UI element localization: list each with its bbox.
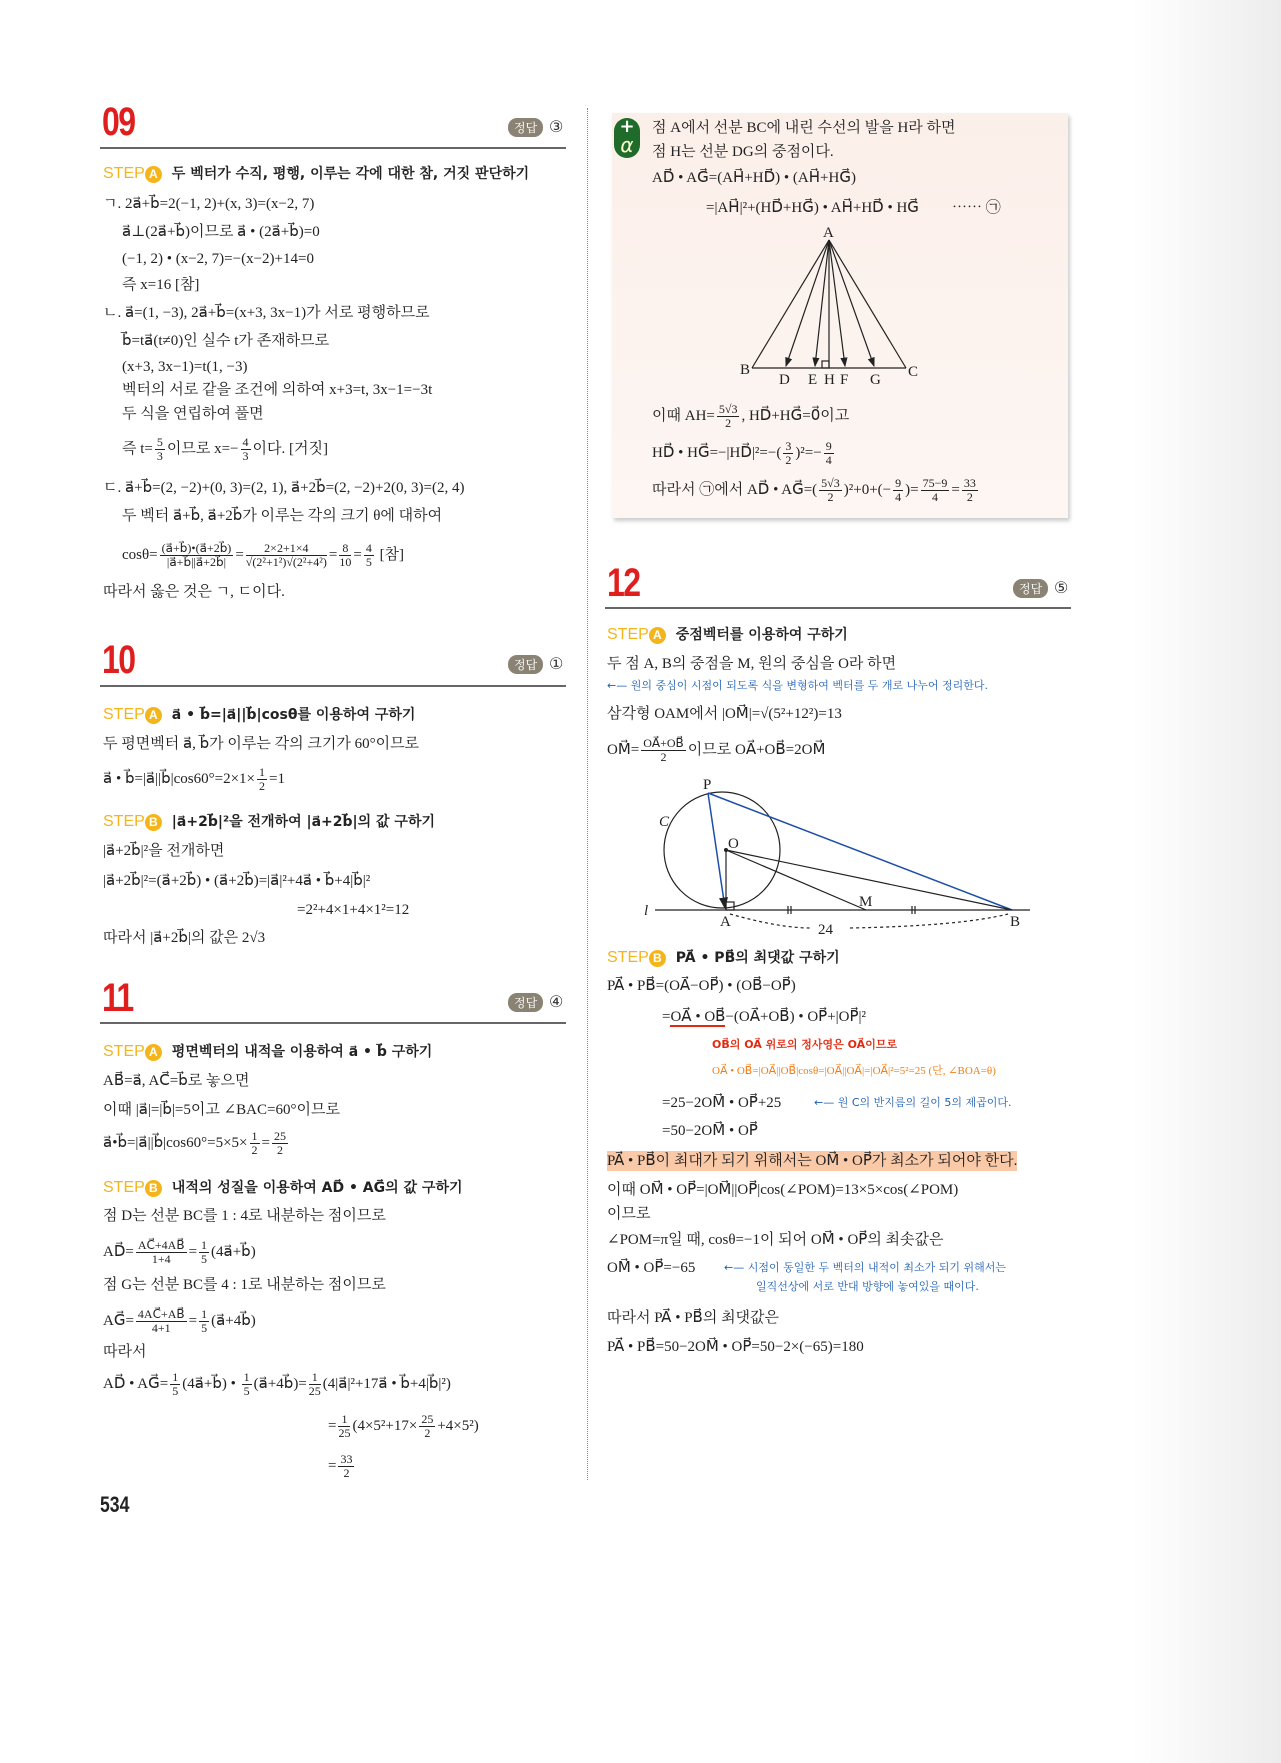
label-A: A [823,225,834,241]
answer-value: ③ [549,119,564,136]
text-line: =OA⃗ • OB⃗−(OA⃗+OB⃗) • OP⃗+|OP⃗|² [662,1009,867,1025]
cos-equation: cosθ= $\frac{(a⃗+b⃗)•(a⃗+2b⃗)}{|a⃗+b⃗||a⃗+2b⃗|}$ = $\frac{2\times 2+1\times 4}{\text{√(2²+1²)√(2²+4²)}}$ = $\frac{8}{10}$ = $\frac{4}{5}$ [참] [122,541,405,569]
step-heading: STEP B |a⃗+2b⃗|²을 전개하여 |a⃗+2b⃗|의 값 구하기 [103,813,435,830]
text-line: 따라서 [103,1344,147,1360]
text-line: (−1, 2) • (x−2, 7)=−(x−2)+14=0 [122,251,314,267]
text-line: 즉 t= $\frac{5}{3}$ 이므로 x=− $\frac{4}{3}$ 이다. [거짓] [122,435,328,463]
text-line: 점 H는 선분 DG의 중점이다. [652,144,834,160]
page-number: 534 [100,1492,130,1517]
text-line: 이때 AH= $\frac{5√3}{2}$ , HD⃗+HG⃗=0⃗이고 [652,402,850,430]
label-G: G [870,372,881,388]
note: 일직선상에 서로 반대 방향에 놓여있을 때이다. [756,1280,979,1293]
step-heading: STEP A a⃗ • b⃗=|a⃗||b⃗|cosθ를 이용하여 구하기 [103,706,416,723]
note: ←— 원의 중심이 시점이 되도록 식을 변형하여 벡터를 두 개로 나누어 정리한다. [607,679,988,692]
text-line: 이때 OM⃗ • OP⃗=|OM⃗||OP⃗|cos(∠POM)=13×5×cos(∠POM) [607,1182,959,1198]
text-line: 이때 |a⃗|=|b⃗|=5이고 ∠BAC=60°이므로 [103,1102,340,1118]
answer-badge: 정답 [1013,579,1048,598]
problem-number: 09 [102,100,135,144]
conclusion: 따라서 옳은 것은 ㄱ, ㄷ이다. [103,584,285,600]
problem-number: 11 [102,976,133,1020]
text-line: 점 G는 선분 BC를 4 : 1로 내분하는 점이므로 [103,1277,386,1293]
label-D: D [779,372,790,388]
text-line: AD⃗ • AG⃗= $\frac{1}{5}$ (4a⃗+b⃗) • $\frac{1}{5}$ (a⃗+4b⃗)= $\frac{1}{25}$ (4|a⃗|²+17a⃗ • b⃗+4|b⃗|²) [103,1370,451,1398]
text-line: (x+3, 3x−1)=t(1, −3) [122,359,248,375]
note: OB⃗의 OA⃗ 위로의 정사영은 OA⃗이므로 [712,1038,898,1051]
text-line: AD⃗= $\frac{AC⃗+4AB⃗}{1+4}$ = $\frac{1}{5}$ (4a⃗+b⃗) [103,1238,256,1266]
label-B: B [740,362,751,378]
label-O: O [728,836,739,852]
fraction: $\frac{4}{3}$ [242,435,249,463]
text-line: =2²+4×1+4×1²=12 [297,902,410,918]
label-H: H [824,372,835,388]
step-heading: STEP A 평면벡터의 내적을 이용하여 a⃗ • b⃗ 구하기 [103,1043,433,1060]
highlighted-text: PA⃗ • PB⃗이 최대가 되기 위해서는 OM⃗ • OP⃗가 최소가 되어야 한다. [607,1153,1018,1169]
text-line: a⃗⊥(2a⃗+b⃗)이므로 a⃗ • (2a⃗+b⃗)=0 [122,224,320,240]
text-line: 점 D는 선분 BC를 1 : 4로 내분하는 점이므로 [103,1208,386,1224]
problem-number: 12 [607,561,640,605]
text-line: AD⃗ • AG⃗=(AH⃗+HD⃗) • (AH⃗+HG⃗) [652,170,856,186]
step-heading: STEP B 내적의 성질을 이용하여 AD⃗ • AG⃗의 값 구하기 [103,1179,463,1196]
text-line: 따라서 |a⃗+2b⃗|의 값은 2√3 [103,930,266,946]
answer-badge: 정답 [508,993,543,1012]
note: ←— 시점이 동일한 두 벡터의 내적이 최소가 되기 위해서는 [724,1261,1006,1274]
label-E: E [808,372,818,388]
label-F: F [840,372,849,388]
answer-value: ① [549,656,564,673]
answer-value: ④ [549,994,564,1011]
text-line: OM⃗ • OP⃗=−65 [607,1260,696,1276]
step-heading: STEP A 중점벡터를 이용하여 구하기 [607,626,848,643]
text-line: 두 식을 연립하여 풀면 [122,406,264,422]
label-A: A [720,914,731,930]
answer-badge: 정답 [508,655,543,674]
text-line: AB⃗=a⃗, AC⃗=b⃗로 놓으면 [103,1073,250,1089]
text-line: 따라서 ㉠에서 AD⃗ • AG⃗=( $\frac{5√3}{2}$ )²+0+(− $\frac{9}{4}$ )= $\frac{75-9}{4}$ = $\frac{33}{2}$ [652,476,976,504]
note: ←— 원 C의 반지름의 길이 5의 제곱이다. [814,1096,1012,1109]
note: OA⃗ • OB⃗=|OA⃗||OB⃗|cosθ=|OA⃗||OA⃗|=|OA⃗|²=5²=25 (단, ∠BOA=θ) [712,1065,996,1077]
problem-number: 10 [102,638,135,682]
text-line: 삼각형 OAM에서 |OM⃗|=√(5²+12²)=13 [607,706,842,722]
answer-badge: 정답 [508,118,543,137]
text-line: OM⃗= $\frac{OA⃗+OB⃗}{2}$ 이므로 OA⃗+OB⃗=2OM⃗ [607,736,826,764]
text-line: = $\frac{33}{2}$ [328,1452,353,1480]
answer-value: ⑤ [1054,580,1069,597]
length-label: 24 [818,922,833,938]
label-C: C [908,364,919,380]
text-line: 벡터의 서로 같을 조건에 의하여 x+3=t, 3x−1=−3t [122,382,433,398]
text-line: 두 평면벡터 a⃗, b⃗가 이루는 각의 크기가 60°이므로 [103,736,420,752]
text-line: =50−2OM⃗ • OP⃗ [662,1123,758,1139]
text-line: |a⃗+2b⃗|²=(a⃗+2b⃗) • (a⃗+2b⃗)=|a⃗|²+4a⃗ • b⃗+4|b⃗|² [103,873,371,889]
text-line: = $\frac{1}{25}$ (4×5²+17× $\frac{25}{2}$ +4×5²) [328,1412,479,1440]
step-heading: STEP B PA⃗ • PB⃗의 최댓값 구하기 [607,949,840,966]
text-line: b⃗=ta⃗(t≠0)인 실수 t가 존재하므로 [122,333,330,349]
text-line: ㄴ. a⃗=(1, −3), 2a⃗+b⃗=(x+3, 3x−1)가 서로 평행하므로 [103,305,430,321]
text-line: HD⃗ • HG⃗=−|HD⃗|²=−( $\frac{3}{2}$ )²=− $\frac{9}{4}$ [652,439,832,467]
fraction: $\frac{5}{3}$ [156,435,163,463]
text-line: 두 점 A, B의 중점을 M, 원의 중심을 O라 하면 [607,656,897,672]
text-line: 따라서 PA⃗ • PB⃗의 최댓값은 [607,1310,780,1326]
label-l: l [644,903,649,919]
label-P: P [703,777,712,793]
text-line: |a⃗+2b⃗|²을 전개하면 [103,843,225,859]
label-C: C [659,814,670,830]
text-line: 즉 x=16 [참] [122,277,200,293]
circle-figure [655,792,1030,928]
text-line: 두 벡터 a⃗+b⃗, a⃗+2b⃗가 이루는 각의 크기 θ에 대하여 [122,508,443,524]
plus-alpha-icon: + α [614,118,640,158]
text-line: =25−2OM⃗ • OP⃗+25 [662,1095,782,1111]
label-M: M [859,894,873,910]
text-line: ㄷ. a⃗+b⃗=(2, −2)+(0, 3)=(2, 1), a⃗+2b⃗=(2, −2)+2(0, 3)=(2, 4) [103,480,465,496]
text-line: a⃗•b⃗=|a⃗||b⃗|cos60°=5×5× $\frac{1}{2}$ = $\frac{25}{2}$ [103,1129,286,1157]
text-line: PA⃗ • PB⃗=50−2OM⃗ • OP⃗=50−2×(−65)=180 [607,1339,864,1355]
triangle-figure [752,240,906,368]
text-line: ∠POM=π일 때, cosθ=−1이 되어 OM⃗ • OP⃗의 최솟값은 [607,1232,944,1248]
text-line: ㄱ. 2a⃗+b⃗=2(−1, 2)+(x, 3)=(x−2, 7) [103,196,315,212]
equation-mark: ⋯⋯ ㉠ [952,200,1001,216]
text-line: 이므로 [607,1206,651,1222]
label-B: B [1010,914,1021,930]
step-heading: STEP A 두 벡터가 수직, 평행, 이루는 각에 대한 참, 거짓 판단하기 [103,165,530,182]
text-line: a⃗ • b⃗=|a⃗||b⃗|cos60°=2×1× $\frac{1}{2}$ =1 [103,765,285,793]
text-line: AG⃗= $\frac{4AC⃗+AB⃗}{4+1}$ = $\frac{1}{5}$ (a⃗+4b⃗) [103,1307,256,1335]
text-line: =|AH⃗|²+(HD⃗+HG⃗) • AH⃗+HD⃗ • HG⃗ [706,200,919,216]
text-line: PA⃗ • PB⃗=(OA⃗−OP⃗) • (OB⃗−OP⃗) [607,978,796,994]
text-line: 점 A에서 선분 BC에 내린 수선의 발을 H라 하면 [652,120,956,136]
